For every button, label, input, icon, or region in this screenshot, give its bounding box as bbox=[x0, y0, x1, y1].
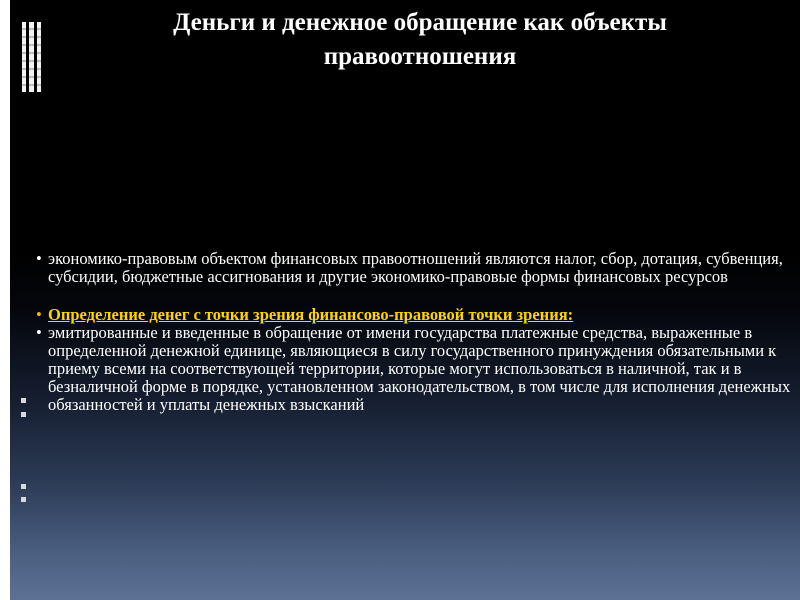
definition-heading: Определение денег с точки зрения финансово-правовой точки зрения: bbox=[48, 305, 574, 324]
bullet-icon: • bbox=[36, 305, 42, 324]
bullet-item bbox=[32, 324, 800, 414]
bullet-text: экономико-правовым объектом финансовых правоотношений являются налог, сбор, дотация, субвенция, субсидии, бюджетные ассигнования и другие экономико-правовые формы финансовых ресурсов bbox=[48, 249, 783, 286]
decorative-stripes bbox=[22, 22, 41, 92]
decorative-stripe bbox=[29, 22, 33, 92]
bullet-item-highlighted bbox=[32, 306, 800, 324]
bullet-text: эмитированные и введенные в обращение от имени государства платежные средства, выраженные в определенной денежной единице, являющиеся в силу государственного принуждения обязательными к приему всеми на соответствующей территории, которые могут использоваться в наличной, так и в безналичной форме в порядке, установленном законодательством, в том числе для исполнения денежных обязанностей и уплаты денежных взысканий bbox=[48, 323, 791, 414]
slide bbox=[10, 0, 800, 600]
slide-title: Деньги и денежное обращение как объекты правоотношения bbox=[173, 9, 667, 70]
decorative-stripe bbox=[22, 22, 26, 92]
decorative-square bbox=[21, 412, 26, 417]
decorative-square bbox=[21, 398, 26, 403]
bullet-icon: • bbox=[36, 249, 42, 268]
decorative-square bbox=[21, 484, 26, 489]
slide-content bbox=[32, 250, 800, 414]
bullet-item bbox=[32, 250, 800, 286]
decorative-stripe bbox=[37, 22, 41, 92]
bullet-icon: • bbox=[36, 323, 42, 342]
decorative-square bbox=[21, 497, 26, 502]
